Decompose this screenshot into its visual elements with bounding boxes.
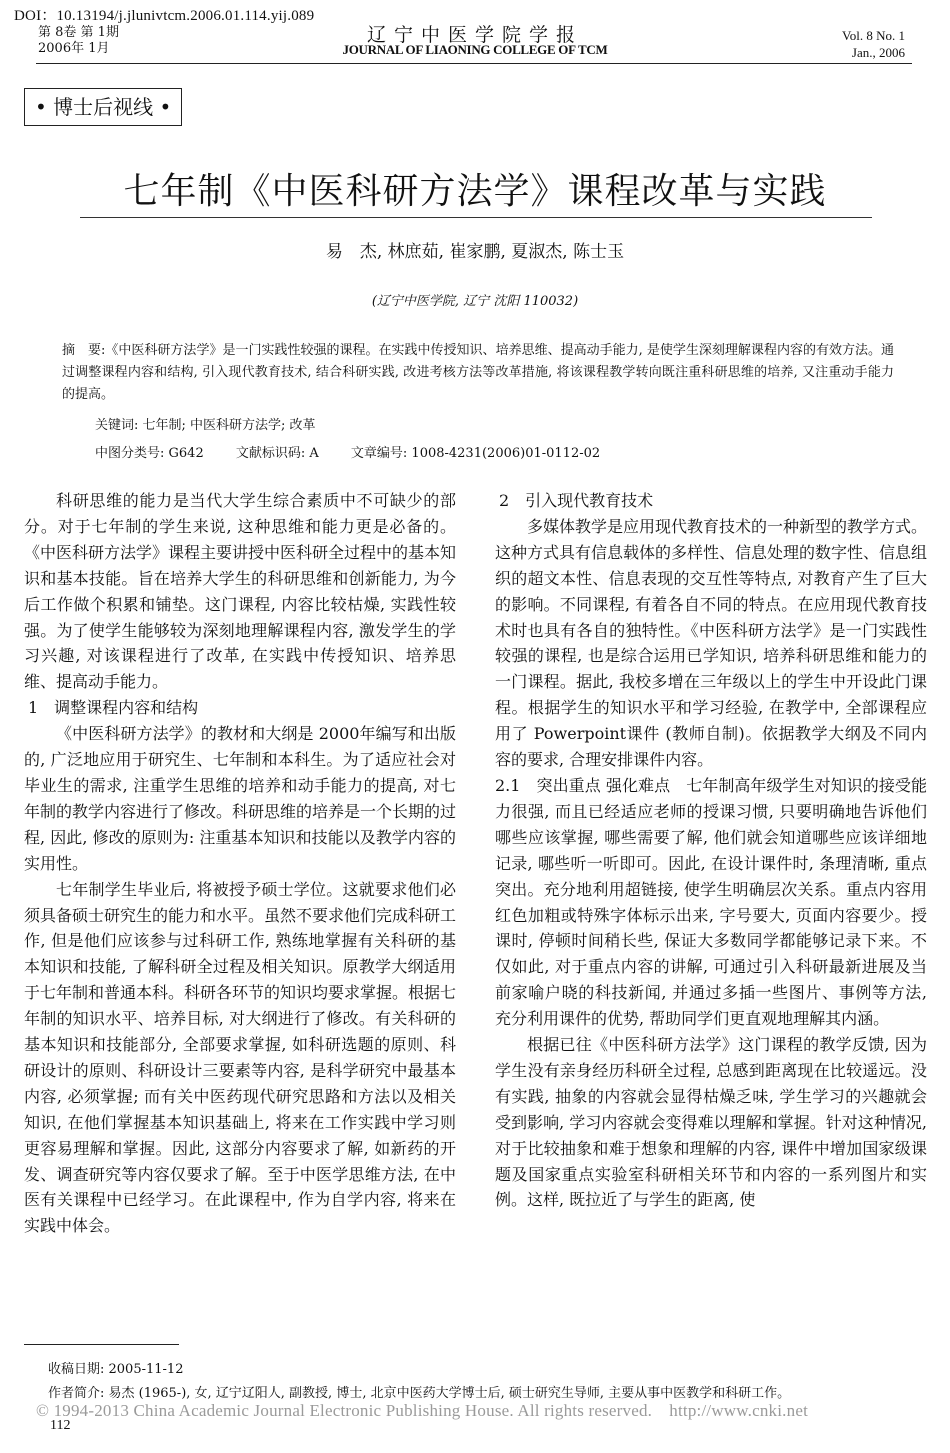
article-number: 文章编号: 1008-4231(2006)01-0112-02: [350, 446, 601, 461]
clc-number: 中图分类号: G642: [95, 446, 204, 461]
left-column: [24, 488, 456, 1239]
paragraph-feedback: 根据已往《中医科研方法学》这门课程的教学反馈, 因为学生没有亲身经历科研全过程, 总感到距离现在比较遥远。没有实践, 抽象的内容就会显得枯燥乏味, 学生学习的兴趣就会受到影响, 学习内容就会变得难以理解和掌握。针对这种情况, 对于比较抽象和难于想象和理解的内容, 课件中增加国家级课题及国家重点实验室科研相关环节和内容的一系列图片和实例。这样, 既拉近了与学生的距离, 使: [495, 1035, 927, 1210]
footnote-author-bio: 作者简介: 易杰 (1965-), 女, 辽宁辽阳人, 副教授, 博士, 北京中医药大学博士后, 硕士研究生导师, 主要从事中医教学和科研工作。: [48, 1386, 791, 1401]
section-heading-2: 2 引入现代教育技术: [499, 491, 654, 510]
paragraph-graduates: 七年制学生毕业后, 将被授予硕士学位。这就要求他们必须具备硕士研究生的能力和水平。虽然不要求他们完成科研工作, 但是他们应该参与过科研工作, 熟练地掌握有关科研的基本知识和技能, 了解科研全过程及相关知识。原教学大纲适用于七年制和普通本科。科研各环节的知识均要求掌握。根据七年制的知识水平、培养目标, 对大纲进行了修改。有关科研的基本知识和技能部分, 全部要求掌握, 如科研选题的原则、科研设计的原则、科研设计三要素等内容, 是科学研究中最基本内容, 必须掌握; 而有关中医药现代研究思路和方法以及相关知识, 在他们掌握基本知识基础上, 将来在工作实践中学习则更容易理解和掌握。因此, 这部分内容要求了解, 如新药的开发、调查研究等内容仅要求了解。至于中医学思维方法, 在中医有关课程中已经学习。在此课程中, 作为自学内容, 将来在实践中体会。: [24, 879, 457, 1236]
copyright-watermark: © 1994-2013 China Academic Journal Electronic Publishing House. All rights reserved. http://www.cnki.net: [36, 1401, 808, 1420]
abstract: 摘 要:《中医科研方法学》是一门实践性较强的课程。在实践中传授知识、培养思维、提高动手能力, 是使学生深刻理解课程内容的有效方法。通过调整课程内容和结构, 引入现代教育技术, 结合科研实践, 改进考核方法等改革措施, 将该课程教学转向既注重科研思维的培养, 又注重动手能力的提高。: [62, 343, 894, 402]
paragraph-multimedia: 多媒体教学是应用现代教育技术的一种新型的教学方式。这种方式具有信息载体的多样性、信息处理的数字性、信息组织的超文本性、信息表现的交互性等特点, 对教育产生了巨大的影响。不同课程, 有着各自不同的特点。在应用现代教育技术时也具有各自的独特性。《中医科研方法学》是一门实践性较强的课程, 也是综合运用已学知识, 培养科研思维和能力的一门课程。据此, 我校多增在三年级以上的学生中开设此门课程。根据学生的知识水平和学习经验, 在教学中, 全部课程应用了 Powerpoint课件 (教师自制)。依据教学大纲及不同内容的要求, 合理安排课件内容。: [495, 516, 928, 770]
classification-line: [95, 442, 628, 461]
paragraph-intro: 科研思维的能力是当代大学生综合素质中不可缺少的部分。对于七年制的学生来说, 这种思维和能力更是必备的。《中医科研方法学》课程主要讲授中医科研全过程中的基本知识和基本技能。旨在培养大学生的科研思维和创新能力, 为今后工作做个积累和铺垫。这门课程, 内容比较枯燥, 实践性较强。为了使学生能够较为深刻地理解课程内容, 激发学生的学习兴趣, 对该课程进行了改革, 在实践中传授知识、培养思维、提高动手能力。: [24, 491, 457, 692]
subsection-heading-2-1: 2.1 突出重点 强化难点: [495, 775, 671, 795]
article-title: 七年制《中医科研方法学》课程改革与实践: [123, 171, 827, 212]
footnote-rule: [24, 1344, 179, 1345]
header-rule: [36, 63, 912, 64]
title-rule: [80, 217, 872, 218]
column-label: • 博士后视线 •: [24, 88, 182, 126]
keywords: 关键词: 七年制; 中医科研方法学; 改革: [95, 418, 316, 433]
doi-line: DOI：10.13194/j.jlunivtcm.2006.01.114.yij.089: [14, 8, 315, 24]
volume-en-number: Vol. 8 No. 1: [842, 28, 905, 43]
footnote-received: 收稿日期: 2005-11-12: [48, 1362, 184, 1377]
subsection-text: 七年制高年级学生对知识的接受能力很强, 而且已经适应老师的授课习惯, 只要明确地告诉他们哪些应该掌握, 哪些需要了解, 他们就会知道哪些应该详细地记录, 哪些听一听即可。因此, 在设计课件时, 条理清晰, 重点突出。充分地利用超链接, 使学生明确层次关系。重点内容用红色加粗或特殊字体标示出来, 字号要大, 页面内容要少。授课时, 停顿时间稍长些, 保证大多数同学都能够记录下来。不仅如此, 对于重点内容的讲解, 可通过引入科研最新进展及当前家喻户晓的科技新闻, 并通过多插一些图片、事例等方法, 充分利用课件的优势, 帮助同学们更直观地理解其内涵。: [495, 775, 927, 1029]
affiliation: (辽宁中医学院, 辽宁 沈阳 110032): [371, 294, 579, 309]
paragraph-key-points: [495, 773, 927, 1032]
volume-cn-number: 第 8卷 第 1期: [38, 25, 119, 40]
volume-en-date: Jan., 2006: [851, 45, 905, 60]
document-code: 文献标识码: A: [235, 446, 319, 461]
page-number: 112: [50, 1418, 71, 1433]
right-column: [495, 488, 927, 1213]
section-heading-1: 1 调整课程内容和结构: [28, 698, 199, 718]
authors: 易 杰, 林庶茹, 崔家鹏, 夏淑杰, 陈士玉: [325, 242, 625, 262]
paragraph-syllabus: 《中医科研方法学》的教材和大纲是 2000年编写和出版的, 广泛地应用于研究生、七年制和本科生。为了适应社会对毕业生的需求, 注重学生思维的培养和动手能力的提高, 对七年制的教学内容进行了修改。科研思维的培养是一个长期的过程, 因此, 修改的原则为: 注重基本知识和技能以及教学内容的实用性。: [24, 724, 457, 873]
volume-cn-date: 2006年 1月: [38, 41, 110, 56]
volume-en: [842, 27, 905, 61]
journal-title-cn: 辽宁中医学院学报: [366, 24, 583, 46]
journal-title-en: JOURNAL OF LIAONING COLLEGE OF TCM: [342, 42, 608, 57]
